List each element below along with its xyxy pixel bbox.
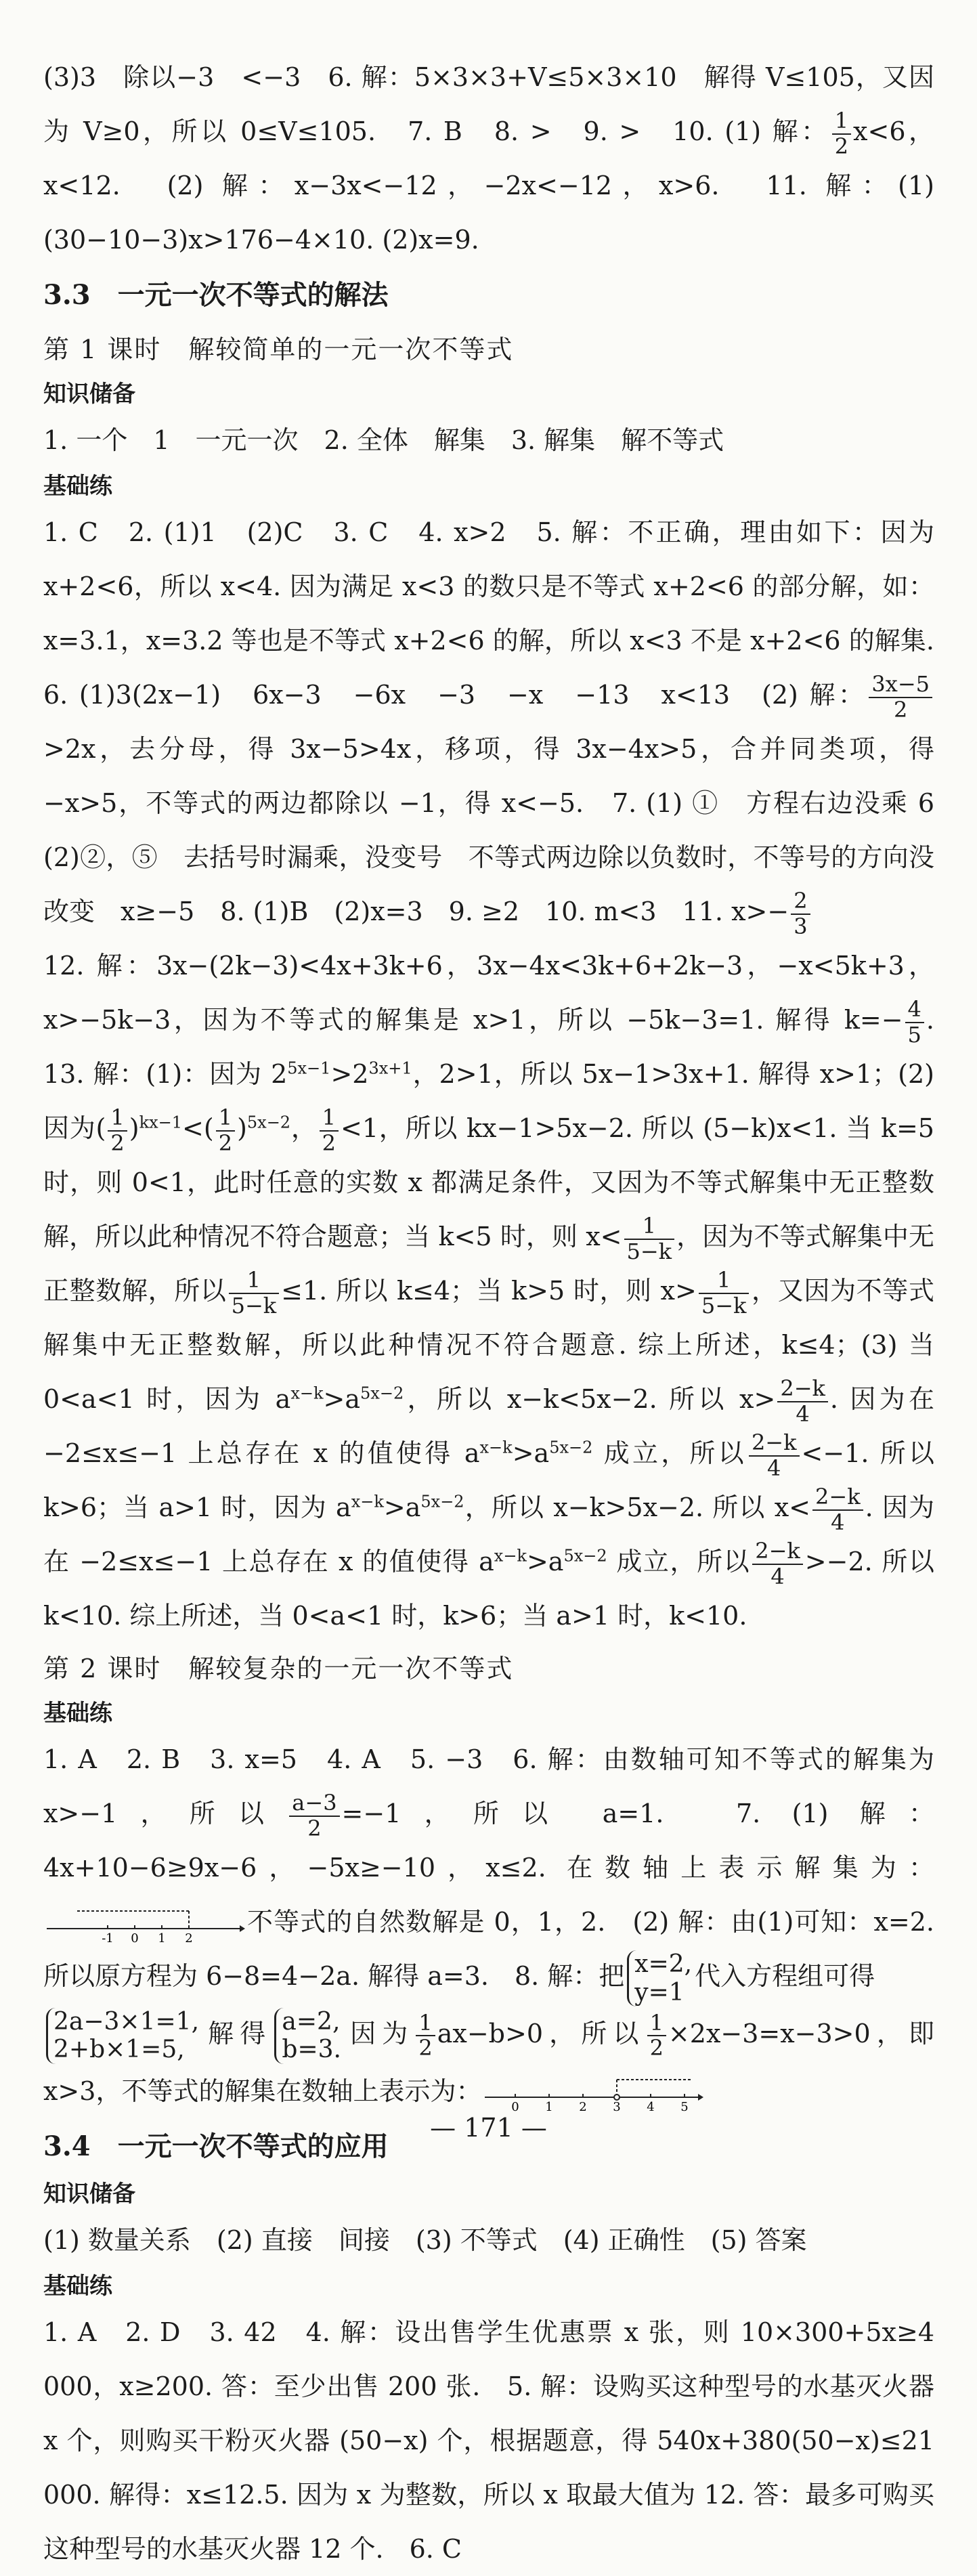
tick-label: 2 bbox=[185, 1931, 193, 1944]
question-12-13: 12. 解：3x−(2k−3)<4x+3k+6，3x−4x<3k+6+2k−3，−x<5k+3，x>−5k−3，因为不等式的解集是 x>1，所以 −5k−3=1. 解得 k=− $\frac{4}{5}$ . 13. 解：(1)：因为 $2^{5x-1}>2^{3x+1}$，2>1，所以 5x−1>3x+1. 解得 x>1；(2) 因为( $\frac{1}{2}$ )$^{kx-1}$<( $\frac{1}{2}$ )$^{5x-2}$， $\frac{1}{2}$ <1，所以 kx−1>5x−2. 所以 (5−k)x<1. 当 k=5 时，则 0<1，此时任意的实数 x 都满足条件，又因为不等式解集中无正整数解，所以此种情况不符合题意；当 k<5 时，则 x< $\frac{1}{5-k}$ ，因为不等式解集中无正整数解，所以 $\frac{1}{5-k}$ ≤1. 所以 k≤4；当 k>5 时，则 x> $\frac{1}{5-k}$ ，又因为不等式解集中无正整数解，所以此种情况不符合题意. 综上所述，k≤4；(3) 当 0<a<1 时，因为 $a^{x-k}>a^{5x-2}$，所以 x−k<5x−2. 所以 x> $\frac{2-k}{4}$ . 因为在 −2≤x≤−1 上总存在 x 的值使得 $a^{x-k}>a^{5x-2}$ 成立，所以 $\frac{2-k}{4}$ <−1. 所以 k>6；当 a>1 时，因为 $a^{x-k}>a^{5x-2}$，所以 x−k>5x−2. 所以 x< $\frac{2-k}{4}$ . 因为在 −2≤x≤−1 上总存在 x 的值使得 $a^{x-k}>a^{5x-2}$ 成立，所以 $\frac{2-k}{4}$ >−2. 所以 k<10. 综上所述，当 0<a<1 时，k>6；当 a>1 时，k<10. bbox=[43, 951, 961, 1631]
tick-label: 0 bbox=[131, 1931, 139, 1944]
tick-label: 3 bbox=[613, 2100, 622, 2113]
fraction: $\frac{1}{5-k}$ bbox=[624, 1214, 675, 1263]
tick-label: 5 bbox=[680, 2100, 689, 2113]
label-basic-1: 基础练 bbox=[43, 473, 112, 500]
fraction: $\frac{2-k}{4}$ bbox=[812, 1485, 863, 1534]
equation-system: x=2, y=1 bbox=[627, 1950, 692, 2006]
section-title-3-3: 3.3 一元一次不等式的解法 bbox=[43, 279, 389, 311]
label-basic-3: 基础练 bbox=[43, 2272, 112, 2300]
fraction: $\frac{1}{2}$ bbox=[108, 1106, 127, 1155]
knowledge-answers-2: (1) 数量关系 (2) 直接 间接 (3) 不等式 (4) 正确性 (5) 答案 bbox=[43, 2225, 807, 2255]
label-basic-2: 基础练 bbox=[43, 1700, 112, 1727]
fraction: $\frac{1}{2}$ bbox=[647, 2011, 666, 2060]
lesson-title-2: 第 2 课时 解较复杂的一元一次不等式 bbox=[43, 1654, 514, 1683]
fraction: $\frac{1}{2}$ bbox=[320, 1106, 339, 1155]
label-knowledge-1: 知识储备 bbox=[43, 381, 135, 408]
paragraph-continuation: (3)3 除以−3 <−3 6. 解：5×3×3+V≤5×3×10 解得 V≤105，又因为 V≥0，所以 0≤V≤105. 7. B 8. > 9. > 10. (1) 解： $\frac{1}{2}$ x<6，x<12. (2) 解：x−3x<−12，−2x<−12，x>6. 11. 解：(1)(30−10−3)x>176−4×10. (2)x=9. bbox=[43, 62, 934, 255]
basic-answers-3: 1. A 2. D 3. 42 4. 解：设出售学生优惠票 x 张，则 10×300+5x≥4 000，x≥200. 答：至少出售 200 张. 5. 解：设购买这种型号的水基灭火器 x 个，则购买干粉灭火器 (50−x) 个，根据题意，得 540x+380(50−x)≤21 000. 解得：x≤12.5. 因为 x 为整数，所以 x 取最大值为 12. 答：最多可购买这种型号的水基灭火器 12 个. 6. C bbox=[43, 2317, 934, 2564]
fraction: $\frac{1}{5-k}$ bbox=[229, 1268, 280, 1317]
fraction: $\frac{2-k}{4}$ bbox=[777, 1377, 828, 1425]
knowledge-answers-1: 1. 一个 1 一元一次 2. 全体 解集 3. 解集 解不等式 bbox=[43, 425, 724, 455]
equation-system: a=2, b=3. bbox=[274, 2008, 341, 2064]
fraction: $\frac{2-k}{4}$ bbox=[752, 1539, 803, 1588]
basic-answers-2: 1. A 2. B 3. x=5 4. A 5. −3 6. 解：由数轴可知不等式的解集为 x>−1，所以 $\frac{a-3}{2}$ =−1，所以 a=1. 7. (1) 解：4x+10−6≥9x−6，−5x≥−10，x≤2. 在数轴上表示解集为： -1 0 1 2 不等式的自然数解是 0，1，2. (2) 解：由(1)可知：x=2. 所以原方程为 6−8=4−2a. 解得 a=3. 8. 解：把 x=2, y=1 代入方程组可得 2a−3×1=1, 2+b×1=5, 解得 a=2, b=3. 因为 $\frac{1}{2}$ ax−b>0，所以 $\frac{1}{2}$ ×2x−3=x−3>0，即 x>3，不等式的解集在数轴上表示为： 0 1 2 3 4 5 bbox=[43, 1732, 934, 2118]
page-number: — 171 — bbox=[430, 2113, 547, 2143]
tick-label: 4 bbox=[647, 2100, 655, 2113]
basic-answers-1: 1. C 2. (1)1 (2)C 3. C 4. x>2 5. 解：不正确，理由如下：因为 x+2<6，所以 x<4. 因为满足 x<3 的数只是不等式 x+2<6 的部分解，如：x=3.1，x=3.2 等也是不等式 x+2<6 的解，所以 x<3 不是 x+2<6 的解集. 6. (1)3(2x−1) 6x−3 −6x −3 −x −13 x<13 (2) 解： $\frac{3x-5}{2}$ >2x，去分母，得 3x−5>4x，移项，得 3x−4x>5，合并同类项，得 −x>5，不等式的两边都除以 −1，得 x<−5. 7. (1) ① 方程右边没乘 6 (2)②，⑤ 去括号时漏乘，没变号 不等式两边除以负数时，不等号的方向没改变 x≥−5 8. (1)B (2)x=3 9. ≥2 10. m<3 11. x>− $\frac{2}{3}$ bbox=[43, 517, 961, 939]
tick-label: 0 bbox=[511, 2100, 520, 2113]
fraction: $\frac{4}{5}$ bbox=[905, 997, 924, 1046]
lesson-title-1: 第 1 课时 解较简单的一元一次不等式 bbox=[43, 335, 514, 364]
section-title-3-4: 3.4 一元一次不等式的应用 bbox=[43, 2130, 389, 2162]
fraction: $\frac{1}{2}$ bbox=[416, 2011, 435, 2060]
number-line-1 bbox=[43, 1906, 246, 1944]
number-line-2 bbox=[481, 2074, 705, 2112]
tick-label: 1 bbox=[158, 1931, 166, 1944]
answer-content bbox=[43, 50, 961, 2576]
fraction: $\frac{3x-5}{2}$ bbox=[869, 672, 932, 721]
label-knowledge-2: 知识储备 bbox=[43, 2180, 135, 2208]
fraction: $\frac{2-k}{4}$ bbox=[749, 1431, 800, 1480]
equation-system: 2a−3×1=1, 2+b×1=5, bbox=[46, 2008, 199, 2064]
fraction: $\frac{1}{2}$ bbox=[216, 1106, 235, 1155]
fraction: $\frac{1}{2}$ bbox=[832, 109, 851, 158]
fraction: $\frac{a-3}{2}$ bbox=[289, 1791, 339, 1840]
fraction: $\frac{1}{5-k}$ bbox=[699, 1268, 750, 1317]
fraction: $\frac{2}{3}$ bbox=[791, 889, 810, 938]
tick-label: -1 bbox=[102, 1931, 114, 1944]
tick-label: 2 bbox=[579, 2100, 588, 2113]
tick-label: 1 bbox=[545, 2100, 554, 2113]
